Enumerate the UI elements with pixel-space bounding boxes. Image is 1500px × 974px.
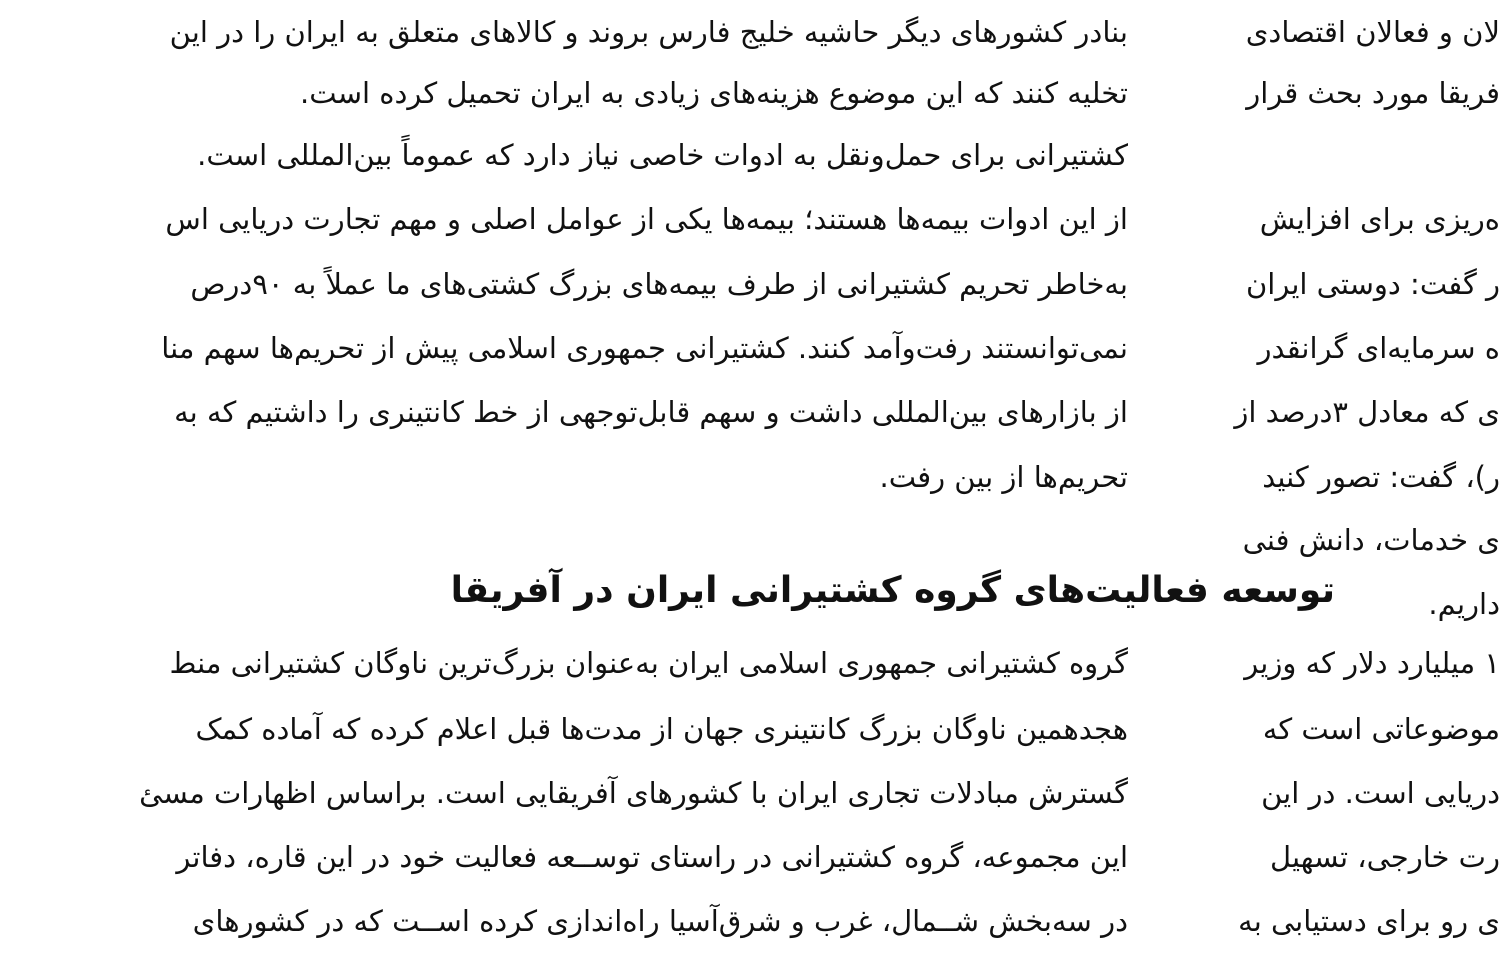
paragraph-line: ر گفت: دوستی ایران: [1245, 267, 1500, 301]
paragraph-line: در سه‌بخش شــمال، غرب و شرق‌آسیا راه‌اندازی کرده اســت که در کشورهای: [192, 904, 1128, 938]
paragraph-line: گسترش مبادلات تجاری ایران با کشورهای آفریقایی است. براساس اظهارات مسئ: [139, 776, 1128, 810]
paragraph-line: تحریم‌ها از بین رفت.: [879, 460, 1128, 494]
paragraph-line: لان و فعالان اقتصادی: [1245, 15, 1500, 49]
paragraph-line: کشتیرانی برای حمل‌ونقل به ادوات خاصی نیاز دارد که عموماً بین‌المللی است.: [197, 138, 1128, 172]
paragraph-line: ه‌ریزی برای افزایش: [1259, 202, 1500, 236]
paragraph-line: ی که معادل ۳درصد از: [1234, 395, 1500, 429]
paragraph-line: هجدهمین ناوگان بزرگ کانتینری جهان از مدت‌ها قبل اعلام کرده که آماده کمک: [195, 712, 1128, 746]
paragraph-line: رت خارجی، تسهیل: [1270, 840, 1500, 874]
paragraph-line: دریایی است. در این: [1261, 776, 1500, 810]
paragraph-line: فریقا مورد بحث قرار: [1246, 76, 1500, 110]
paragraph-line: داریم.: [1428, 587, 1500, 621]
paragraph-line: بنادر کشورهای دیگر حاشیه خلیج فارس بروند و کالاهای متعلق به ایران را در این: [169, 15, 1128, 49]
paragraph-line: به‌خاطر تحریم کشتیرانی از طرف بیمه‌های بزرگ کشتی‌های ما عملاً به ۹۰درص: [190, 267, 1128, 301]
paragraph-line: گروه کشتیرانی جمهوری اسلامی ایران به‌عنوان بزرگ‌ترین ناوگان کشتیرانی منط: [169, 646, 1128, 680]
paragraph-line: ه سرمایه‌ای گرانقدر: [1257, 331, 1500, 365]
paragraph-line: موضوعاتی است که: [1262, 712, 1500, 746]
paragraph-line: از بازارهای بین‌المللی داشت و سهم قابل‌توجهی از خط کانتینری را داشتیم که به: [174, 395, 1128, 429]
paragraph-line: ر)، گفت: تصور کنید: [1262, 460, 1500, 494]
section-heading: توسعه فعالیت‌های گروه کشتیرانی ایران در آفریقا: [450, 570, 1335, 611]
paragraph-line: ۱ میلیارد دلار که وزیر: [1244, 646, 1500, 680]
paragraph-line: تخلیه کنند که این موضوع هزینه‌های زیادی به ایران تحمیل کرده است.: [300, 76, 1128, 110]
paragraph-line: این مجموعه، گروه کشتیرانی در راستای توســعه فعالیت خود در این قاره، دفاتر: [176, 840, 1128, 874]
paragraph-line: ی خدمات، دانش فنی: [1242, 523, 1500, 557]
paragraph-line: ی رو برای دستیابی به: [1238, 904, 1500, 938]
paragraph-line: از این ادوات بیمه‌ها هستند؛ بیمه‌ها یکی از عوامل اصلی و مهم تجارت دریایی اس: [165, 202, 1128, 236]
paragraph-line: نمی‌توانستند رفت‌وآمد کنند. کشتیرانی جمهوری اسلامی پیش از تحریم‌ها سهم منا: [161, 331, 1128, 365]
right-article-column: [1210, 0, 1500, 974]
